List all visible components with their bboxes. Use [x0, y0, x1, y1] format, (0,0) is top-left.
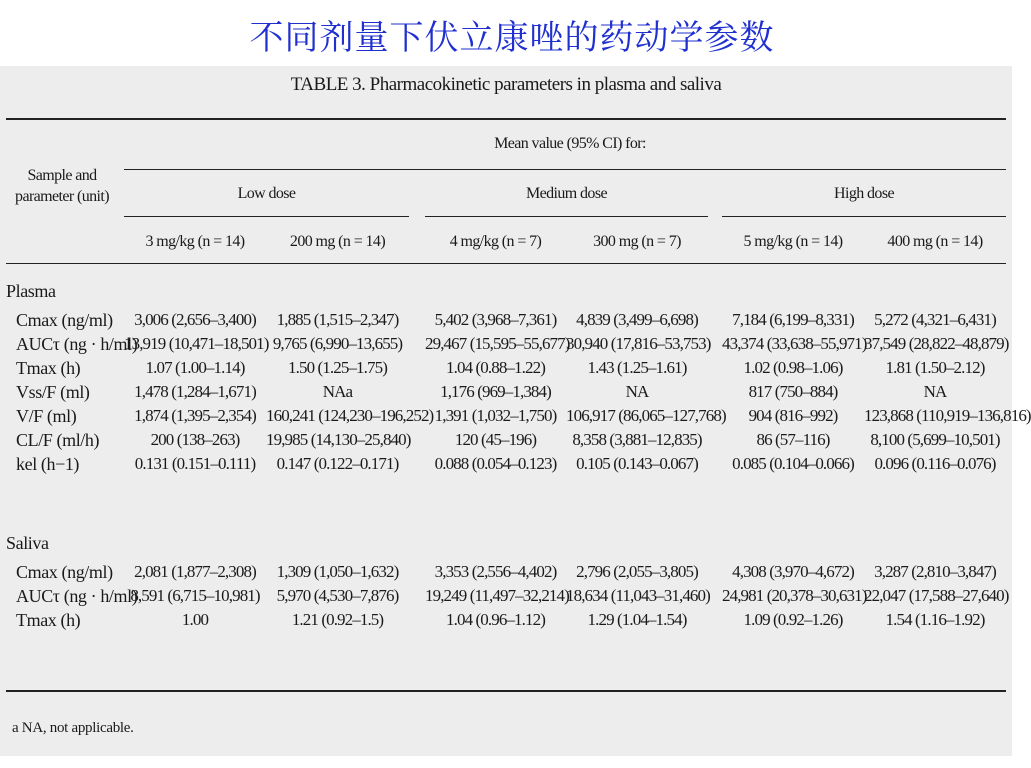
row-label: Vss/F (ml) [16, 382, 90, 402]
table-cell: 120 (45–196) [454, 430, 537, 449]
table-cell: NA [625, 382, 649, 401]
table-cell: 1.04 (0.88–1.22) [446, 358, 545, 377]
pk-table [0, 66, 1031, 756]
table-cell: 8,100 (5,699–10,501) [870, 430, 1000, 449]
col-header-5: 5 mg/kg (n = 14) [743, 233, 843, 250]
table-cell: 2,796 (2,055–3,805) [576, 562, 698, 581]
table-cell: 13,919 (10,471–18,501) [124, 334, 269, 353]
table-cell: 1.00 [181, 610, 209, 629]
row-label: Cmax (ng/ml) [16, 562, 113, 582]
table-cell: 1,885 (1,515–2,347) [276, 310, 399, 329]
table-cell: 24,981 (20,378–30,631) [722, 586, 867, 605]
col-header-6: 400 mg (n = 14) [887, 233, 983, 250]
table-cell: 1,309 (1,050–1,632) [276, 562, 399, 581]
table-cell: NAa [322, 382, 353, 401]
table-cell: 1.50 (1.25–1.75) [288, 358, 387, 377]
table-cell: 200 (138–263) [150, 430, 240, 449]
col-header-1: 3 mg/kg (n = 14) [145, 233, 245, 250]
table-cell: 106,917 (86,065–127,768) [566, 406, 726, 425]
table-cell: 43,374 (33,638–55,971) [722, 334, 867, 353]
table-caption: TABLE 3. Pharmacokinetic parameters in plasma and saliva [290, 74, 722, 95]
slide-title: 不同剂量下伏立康唑的药动学参数 [249, 18, 775, 58]
table-cell: 4,308 (3,970–4,672) [732, 562, 854, 581]
table-cell: 5,272 (4,321–6,431) [874, 310, 996, 329]
table-cell: 1.21 (0.92–1.5) [291, 610, 384, 629]
table-cell: 37,549 (28,822–48,879) [864, 334, 1009, 353]
row-label: Cmax (ng/ml) [16, 310, 113, 330]
table-cell: 0.131 (0.151–0.111) [134, 454, 256, 473]
table-cell: 19,249 (11,497–32,214) [425, 586, 569, 605]
table-cell: 0.088 (0.054–0.123) [434, 454, 557, 473]
table-cell: 1,176 (969–1,384) [440, 382, 551, 401]
table-cell: 7,184 (6,199–8,331) [732, 310, 854, 329]
group-rule-low [124, 216, 409, 217]
table-cell: 160,241 (124,230–196,252) [266, 406, 434, 425]
table-footnote: a NA, not applicable. [12, 720, 134, 736]
col-header-3: 4 mg/kg (n = 7) [449, 233, 542, 250]
table-cell: 0.085 (0.104–0.066) [732, 454, 854, 473]
stub-header-line2: parameter (unit) [15, 188, 109, 205]
table-cell: 8,358 (3,881–12,835) [572, 430, 702, 449]
table-cell: 18,634 (11,043–31,460) [566, 586, 710, 605]
table-cell: 1.43 (1.25–1.61) [587, 358, 687, 377]
group-rule-high [722, 216, 1006, 217]
table-cell: 1.04 (0.96–1.12) [446, 610, 545, 629]
group-rule-medium [425, 216, 708, 217]
section-plasma: Plasma [6, 281, 56, 301]
table-cell: 1.02 (0.98–1.06) [743, 358, 843, 377]
table-cell: 86 (57–116) [756, 430, 830, 449]
table-cell: 1.09 (0.92–1.26) [743, 610, 843, 629]
table-cell: 2,081 (1,877–2,308) [134, 562, 256, 581]
table-cell: 1,874 (1,395–2,354) [134, 406, 256, 425]
table-cell: 1,391 (1,032–1,750) [434, 406, 557, 425]
table-cell: 0.105 (0.143–0.067) [576, 454, 698, 473]
header-rule [6, 263, 1006, 264]
table-cell: 22,047 (17,588–27,640) [864, 586, 1009, 605]
table-cell: 0.147 (0.122–0.171) [276, 454, 399, 473]
spanner-rule [124, 169, 1006, 170]
table-cell: 0.096 (0.116–0.076) [874, 454, 996, 473]
table-cell: 904 (816–992) [748, 406, 838, 425]
top-rule [6, 118, 1006, 120]
table-cell: 30,940 (17,816–53,753) [566, 334, 711, 353]
table-cell: 8,591 (6,715–10,981) [130, 586, 260, 605]
table-cell: 123,868 (110,919–136,816) [864, 406, 1031, 425]
table-cell: 1.81 (1.50–2.12) [885, 358, 985, 377]
spanner-header: Mean value (95% CI) for: [494, 135, 646, 152]
table-cell: 1.29 (1.04–1.54) [587, 610, 687, 629]
table-cell: 1.54 (1.16–1.92) [885, 610, 985, 629]
table-cell: 9,765 (6,990–13,655) [272, 334, 403, 353]
row-label: Tmax (h) [16, 610, 81, 630]
stub-header-line1: Sample and [27, 167, 97, 184]
table-cell: 5,402 (3,968–7,361) [434, 310, 557, 329]
col-header-2: 200 mg (n = 14) [289, 233, 386, 250]
table-cell: 817 (750–884) [748, 382, 838, 401]
row-label: AUCτ (ng · h/ml) [16, 586, 138, 606]
group-header-high: High dose [834, 185, 894, 202]
table-cell: NA [923, 382, 947, 401]
table-cell: 3,006 (2,656–3,400) [134, 310, 256, 329]
table-cell: 4,839 (3,499–6,698) [576, 310, 698, 329]
group-header-medium: Medium dose [526, 185, 607, 202]
table-cell: 1,478 (1,284–1,671) [134, 382, 256, 401]
table-cell: 5,970 (4,530–7,876) [276, 586, 399, 605]
row-label: AUCτ (ng · h/ml) [16, 334, 138, 354]
row-label: Tmax (h) [16, 358, 81, 378]
table-cell: 3,353 (2,556–4,402) [434, 562, 557, 581]
bottom-rule [6, 690, 1006, 692]
table-cell: 3,287 (2,810–3,847) [874, 562, 996, 581]
row-label: kel (h−1) [16, 454, 80, 474]
row-label: CL/F (ml/h) [16, 430, 100, 450]
table-cell: 29,467 (15,595–55,677) [425, 334, 570, 353]
table-cell: 19,985 (14,130–25,840) [266, 430, 411, 449]
section-saliva: Saliva [6, 533, 49, 553]
row-label: V/F (ml) [16, 406, 77, 426]
col-header-4: 300 mg (n = 7) [593, 233, 681, 250]
group-header-low: Low dose [237, 185, 296, 202]
table-cell: 1.07 (1.00–1.14) [145, 358, 245, 377]
